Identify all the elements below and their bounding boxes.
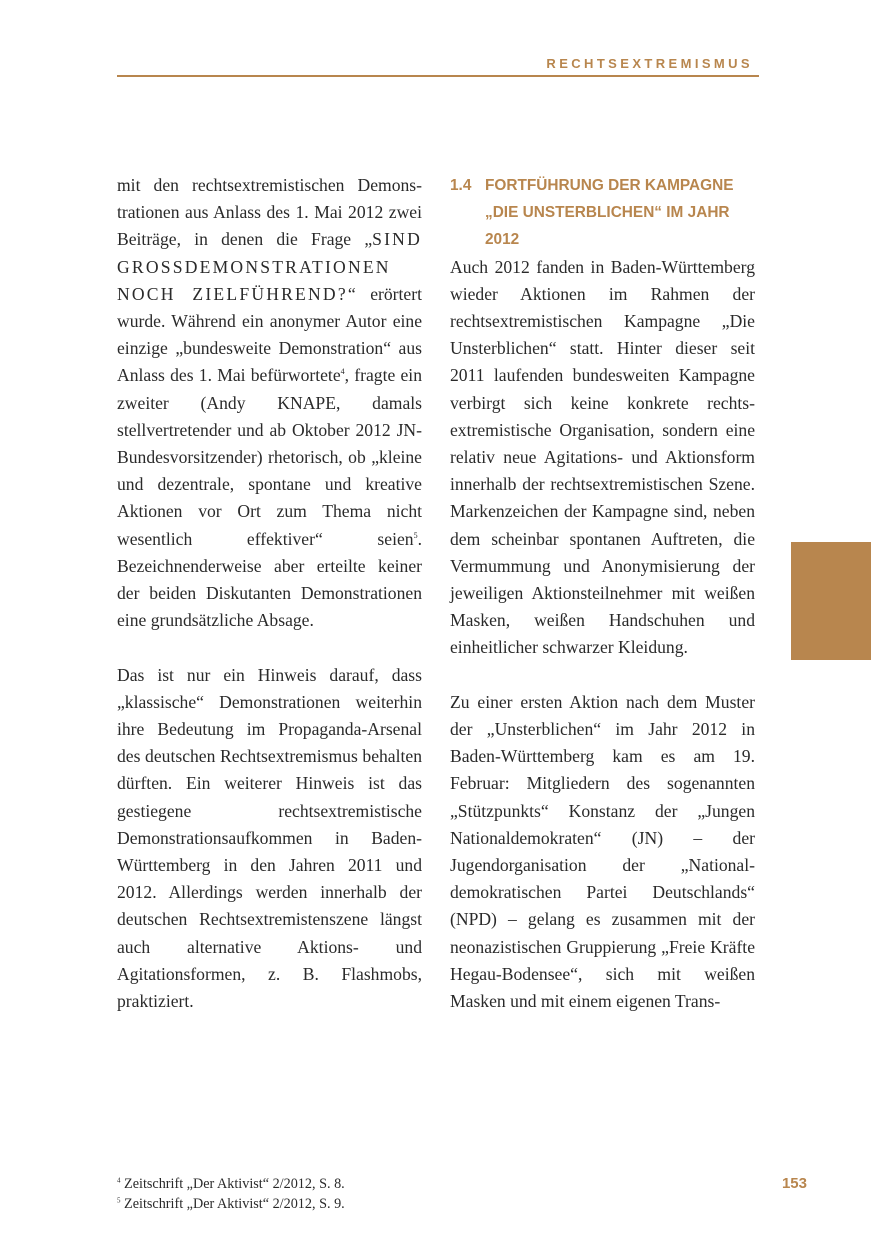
page-number: 153 (781, 1175, 807, 1192)
section-title-line-1: FORTFÜHRUNG DER KAMPAGNE (485, 177, 734, 194)
running-head-title: RECHTSEXTREMISMUS (546, 56, 753, 71)
section-heading (450, 172, 755, 254)
left-p1-text-1: mit den rechtsextremistischen Demonstrationen aus Anlass des 1. Mai 2012 zwei Beiträge, in denen die Frage „ (117, 175, 422, 250)
section-title-line-2: „DIE UNSTERBLICHEN“ IM JAHR (485, 204, 730, 222)
left-paragraph-1 (117, 172, 422, 634)
left-p1-question-caps: SIND GROSSDEMONSTRATIONEN NOCH ZIELFÜHREND? (117, 229, 422, 304)
chapter-thumb-tab (791, 542, 871, 660)
left-paragraph-2: Das ist nur ein Hinweis darauf, dass „klassische“ Demonstrationen weiterhin ihre Bedeutung im Propaganda-Arsenal des deutschen Rechtsextremismus behalten dürften. Ein weiterer Hinweis ist das gestiegene rechtsextremistische Demonstrationsaufkommen in Baden-Württemberg in den Jahren 2011 und 2012. Allerdings werden innerhalb der deutschen Rechtsextremistenszene längst auch alternative Aktions- und Agitationsformen, z. B. Flashmobs, praktiziert. (117, 664, 422, 1012)
footnote-4 (117, 1174, 517, 1194)
header-rule (117, 75, 759, 77)
footnote-5 (117, 1194, 517, 1214)
footnote-ref-5[interactable]: 5 (413, 530, 418, 540)
footnote-number: 5 (117, 1196, 121, 1205)
section-title (485, 172, 755, 254)
section-number: 1.4 (450, 177, 472, 194)
right-paragraph-1: Auch 2012 fanden in Baden-Württemberg wieder Aktionen im Rahmen der rechtsextremistischen Kampagne „Die Unsterblichen“ statt. Hinter dieser seit 2011 laufenden bundesweiten Kampagne verbirgt sich keine konkrete rechtsextremistische Organisation, sondern eine relativ neue Agitations- und Aktionsform innerhalb der rechtsextremistischen Szene. Markenzeichen der Kampagne sind, neben dem scheinbar spontanen Auftreten, die Vermummung und Anonymisierung der jeweiligen Aktionsteilnehmer mit weißen Masken, weißen Handschuhen und einheitlicher schwarzer Kleidung. (450, 256, 755, 658)
footnote-text: Zeitschrift „Der Aktivist“ 2/2012, S. 9. (120, 1196, 345, 1212)
footnote-number: 4 (117, 1176, 121, 1185)
left-p1-text-4: . Bezeichnenderweise aber erteilte keiner der beiden Diskutanten Demonstrationen eine grundsätzliche Absage. (117, 528, 422, 631)
left-p1-text-3: , fragte ein zweiter (Andy KNAPE, damals stellvertretender und ab Oktober 2012 JN-Bundesvorsitzender) rhetorisch, ob „kleine und dezentrale, spontane und kreative Aktionen vor Ort zum Thema nicht wesentlich effektiver“ seien (117, 365, 422, 549)
right-paragraph-2: Zu einer ersten Aktion nach dem Muster der „Unsterblichen“ im Jahr 2012 in Baden-Württemberg kam es am 19. Februar: Mitgliedern des sogenannten „Stützpunkts“ Konstanz der „Jungen Nationaldemokraten“ (JN) – der Jugendorganisation der „Nationaldemokratischen Partei Deutschlands“ (NPD) – gelang es zusammen mit der neonazistischen Gruppierung „Freie Kräfte Hegau-Bodensee“, sich mit weißen Masken und mit einem eigenen Trans- (450, 691, 755, 1012)
section-title-line-3: 2012 (485, 231, 520, 249)
right-column (450, 172, 755, 1015)
footnotes (117, 1174, 517, 1214)
footnote-ref-4[interactable]: 4 (340, 367, 345, 377)
left-column (117, 172, 422, 1015)
left-p1-text-2: “ erörtert wurde. Während ein anonymer Autor eine einzige „bundesweite Demonstration“ aus Anlass des 1. Mai befürwortete (117, 283, 422, 386)
footnote-text: Zeitschrift „Der Aktivist“ 2/2012, S. 8. (120, 1176, 345, 1192)
